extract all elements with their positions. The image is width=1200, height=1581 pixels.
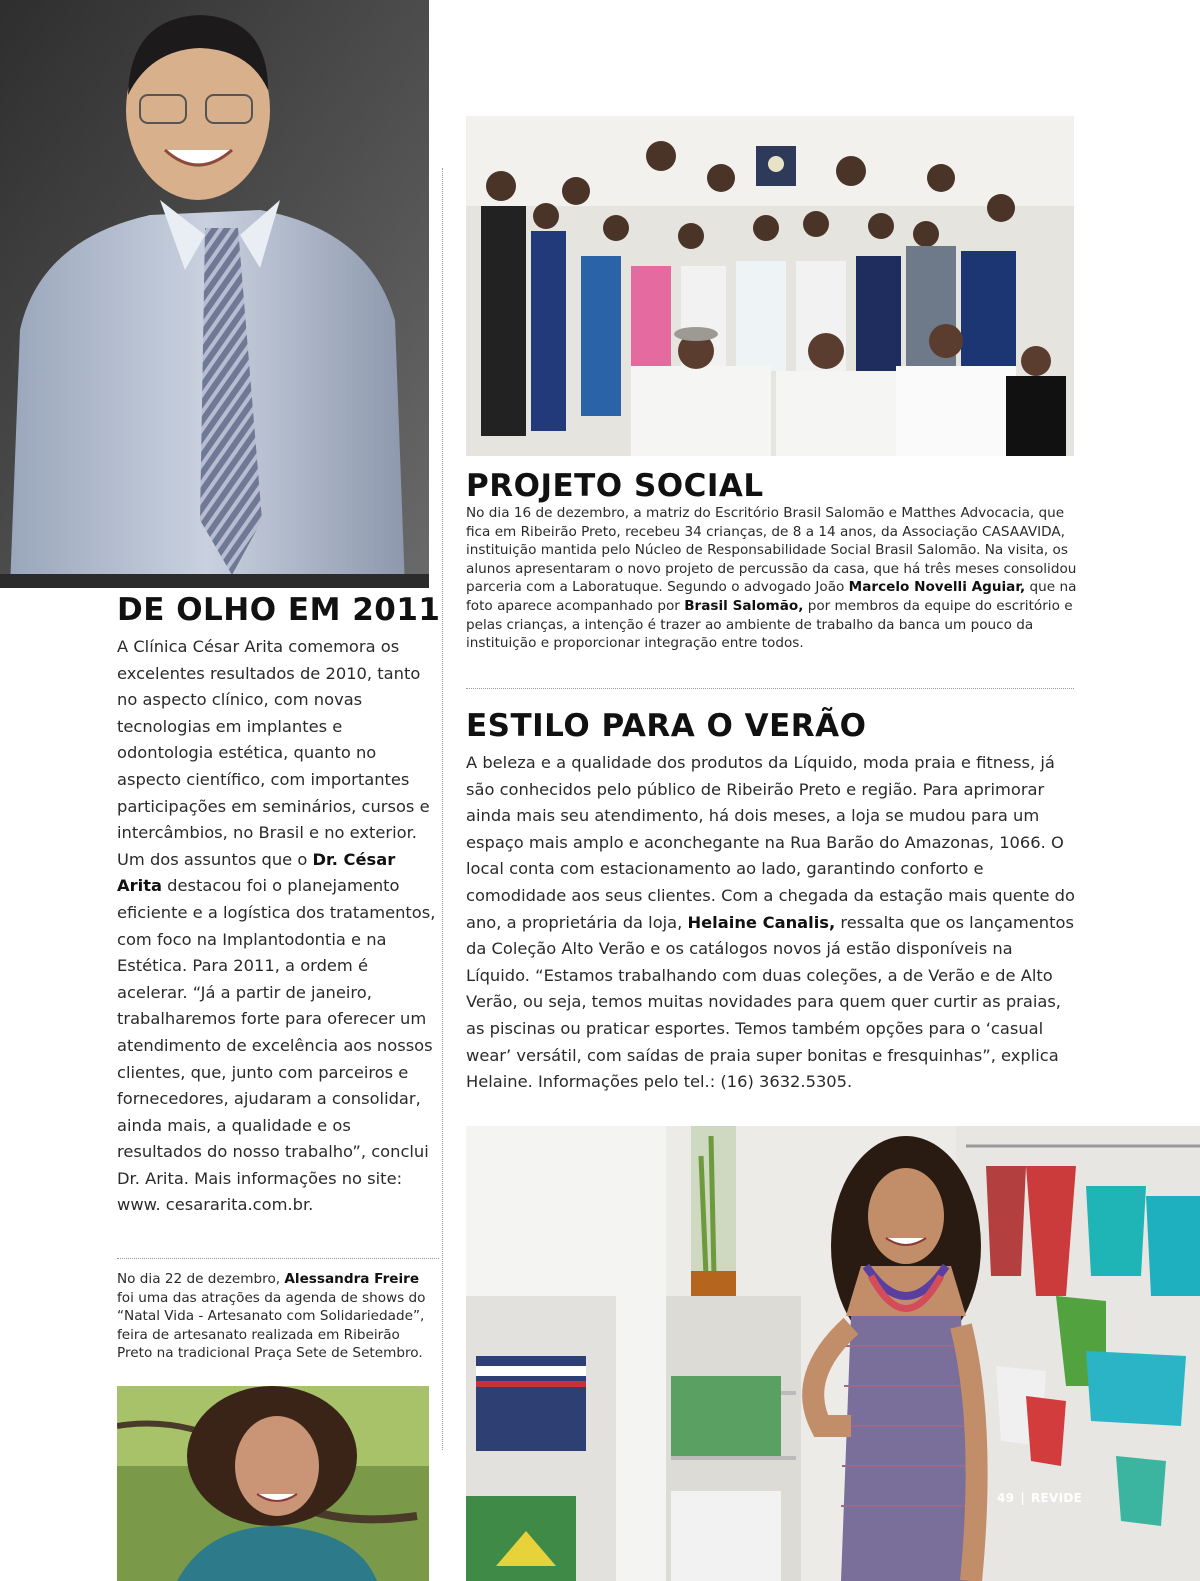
estilo-verao-headline: ESTILO PARA O VERÃO xyxy=(466,708,867,744)
de-olho-text-1: A Clínica César Arita comemora os excelentes resultados de 2010, tanto no aspecto clínico, com novas tecnologias em implantes e odontologia estética, quanto no aspecto científico, com importantes participações em seminários, cursos e intercâmbios, no Brasil e no exterior. Um dos assuntos que o xyxy=(117,637,430,869)
projeto-social-bold-name-2: Brasil Salomão, xyxy=(684,597,804,614)
projeto-social-text xyxy=(466,504,1086,653)
dr-arita-photo xyxy=(0,0,429,588)
freire-caption-text-2: foi uma das atrações da agenda de shows do “Natal Vida - Artesanato com Solidariedade”, feira de artesanato realizada em Ribeirão Preto na tradicional Praça Sete de Setembro. xyxy=(117,1289,426,1362)
projeto-social-text-3: por membros da equipe do escritório e pelas crianças, a intenção é trazer ao ambiente de trabalho da banca um pouco da instituição e proporcionar integração entre todos. xyxy=(466,597,1073,652)
estilo-verao-store-photo xyxy=(466,1126,1200,1581)
section-divider-olho xyxy=(117,1258,439,1259)
de-olho-text-2: destacou foi o planejamento eficiente e a logística dos tratamentos, com foco na Implantodontia e na Estética. Para 2011, a ordem é acelerar. “Já a partir de janeiro, trabalharemos forte para oferecer um atendimento de excelência aos nossos clientes, que, junto com parceiros e fornecedores, ajudaram a consolidar, ainda mais, a qualidade e os resultados do nosso trabalho”, conclui Dr. Arita. Mais informações no site: www. cesararita.com.br. xyxy=(117,876,436,1215)
estilo-verao-bold-name: Helaine Canalis, xyxy=(687,912,836,932)
de-olho-headline: DE OLHO EM 2011 xyxy=(117,592,441,628)
de-olho-bold-name: Dr. César Arita xyxy=(117,849,396,896)
freire-caption-text-1: No dia 22 de dezembro, xyxy=(117,1271,285,1287)
projeto-social-headline: PROJETO SOCIAL xyxy=(466,468,764,504)
footer-separator: | xyxy=(1020,1491,1025,1505)
alessandra-freire-caption xyxy=(117,1270,432,1363)
projeto-social-text-1: No dia 16 de dezembro, a matriz do Escritório Brasil Salomão e Matthes Advocacia, que fica em Ribeirão Preto, recebeu 34 crianças, de 8 a 14 anos, da Associação CASAAVIDA, instituição mantida pelo Núcleo de Responsabilidade Social Brasil Salomão. Na visita, os alunos apresentaram o novo projeto de percussão da casa, que há três meses consolidou parceria com a Laboratuque. Segundo o advogado João xyxy=(466,505,1077,596)
freire-caption-bold-name: Alessandra Freire xyxy=(284,1271,420,1287)
alessandra-freire-photo xyxy=(117,1386,429,1581)
projeto-social-group-photo xyxy=(466,116,1074,456)
page-footer xyxy=(994,1491,1085,1505)
page-number: 49 xyxy=(997,1491,1015,1505)
estilo-verao-text-2: ressalta que os lançamentos da Coleção Alto Verão e os catálogos novos já estão disponíveis na Líquido. “Estamos trabalhando com duas coleções, a de Verão e de Alto Verão, ou seja, temos muitas novidades para quem quer curtir as praias, as piscinas ou praticar esportes. Temos também opções para o ‘casual wear’ versátil, com saídas de praia super bonitas e fresquinhas”, explica Helaine. Informações pelo tel.: (16) 3632.5305. xyxy=(466,912,1074,1092)
de-olho-text xyxy=(117,634,439,1219)
column-divider xyxy=(442,168,443,1450)
projeto-social-bold-name-1: Marcelo Novelli Aguiar, xyxy=(848,579,1026,596)
section-divider-social xyxy=(466,688,1074,689)
estilo-verao-text-1: A beleza e a qualidade dos produtos da Líquido, moda praia e fitness, já são conhecidos pelo público de Ribeirão Preto e região. Para aprimorar ainda mais seu atendimento, há dois meses, a loja se mudou para um espaço mais amplo e aconchegante na Rua Barão do Amazonas, 1066. O local conta com estacionamento ao lado, garantindo conforto e comodidade aos seus clientes. Com a chegada da estação mais quente do ano, a proprietária da loja, xyxy=(466,753,1075,932)
magazine-name: REVIDE xyxy=(1031,1491,1083,1505)
projeto-social-text-2: que na foto aparece acompanhado por xyxy=(466,579,1077,614)
estilo-verao-text xyxy=(466,750,1078,1096)
